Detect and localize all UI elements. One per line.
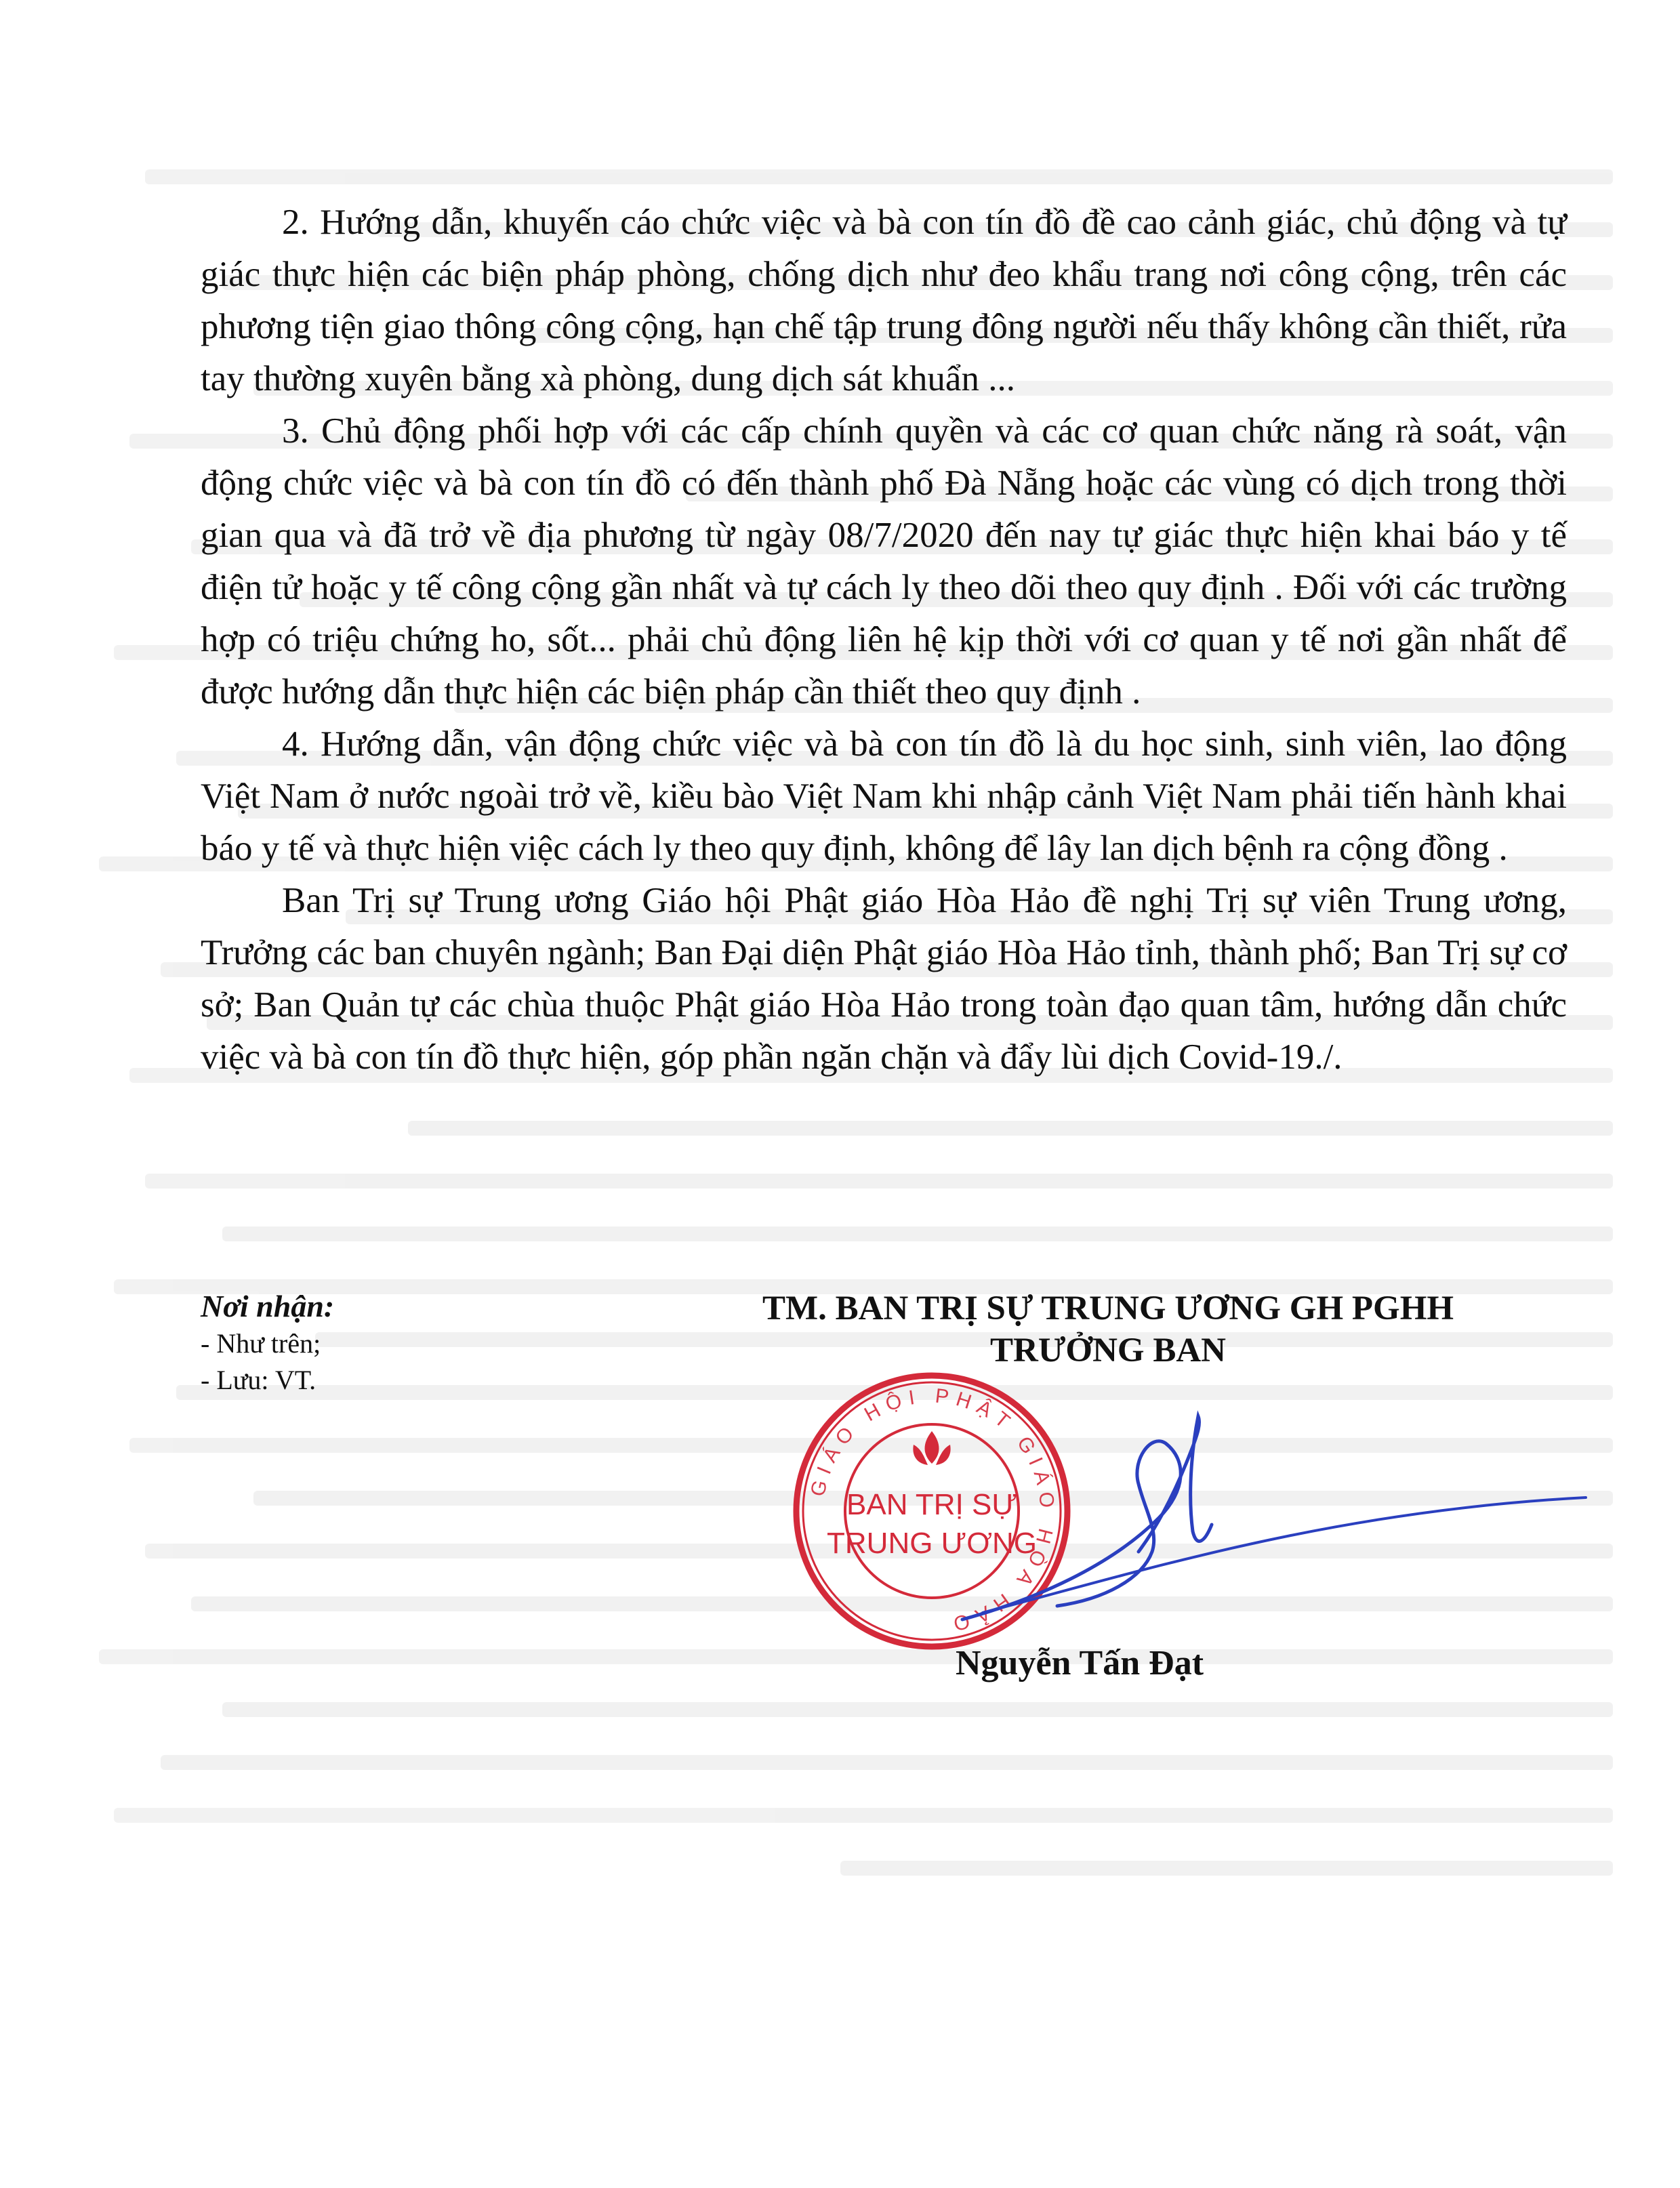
recipient-item: - Như trên; [201,1328,321,1359]
seal-center-text-2: TRUNG ƯƠNG [827,1527,1037,1560]
signing-organization: TM. BAN TRỊ SỰ TRUNG ƯƠNG GH PGHH [762,1289,1454,1327]
paragraph-3: 3. Chủ động phối hợp với các cấp chính quyền và các cơ quan chức năng rà soát, vận động chức việc và bà con tín đồ có đến thành phố Đà Nẵng hoặc các vùng có dịch trong thời gian qua và đã trở về địa phương từ ngày 08/7/2020 đến nay tự giác thực hiện khai báo y tế điện tử hoặc y tế công cộng gần nhất và tự cách ly theo dõi theo quy định . Đối với các trường hợp có triệu chứng ho, sốt... phải chủ động liên hệ kịp thời với cơ quan y tế nơi gần nhất để được hướng dẫn thực hiện các biện pháp cần thiết theo quy định . [201,411,1567,711]
signer-position: TRƯỞNG BAN [989,1332,1227,1369]
recipient-item: - Lưu: VT. [201,1365,316,1395]
document-body [201,197,1567,1083]
handwritten-signature [935,1396,1613,1653]
signer-name: Nguyễn Tấn Đạt [956,1644,1204,1683]
recipients-label: Nơi nhận: [201,1289,335,1323]
seal-center-text-1: BAN TRỊ SỰ [846,1488,1017,1521]
closing-paragraph: Ban Trị sự Trung ương Giáo hội Phật giáo Hòa Hảo đề nghị Trị sự viên Trung ương, Trưởng các ban chuyên ngành; Ban Đại diện Phật giáo Hòa Hảo tỉnh, thành phố; Ban Trị sự cơ sở; Ban Quản tự các chùa thuộc Phật giáo Hòa Hảo trong toàn đạo quan tâm, hướng dẫn chức việc và bà con tín đồ thực hiện, góp phần ngăn chặn và đẩy lùi dịch Covid-19./. [201,881,1567,1077]
recipients-block [201,1287,539,1399]
paragraph-2: 2. Hướng dẫn, khuyến cáo chức việc và bà con tín đồ đề cao cảnh giác, chủ động và tự giác thực hiện các biện pháp phòng, chống dịch như đeo khẩu trang nơi công cộng, trên các phương tiện giao thông công cộng, hạn chế tập trung đông người nếu thấy không cần thiết, rửa tay thường xuyên bằng xà phòng, dung dịch sát khuẩn ... [201,203,1567,398]
seal-ring-text: GIÁO HỘI PHẬT GIÁO HÒA HẢO [806,1384,1059,1636]
signature-block [691,1287,1525,1371]
paragraph-4: 4. Hướng dẫn, vận động chức việc và bà con tín đồ là du học sinh, sinh viên, lao động Việt Nam ở nước ngoài trở về, kiều bào Việt Nam khi nhập cảnh Việt Nam phải tiến hành khai báo y tế và thực hiện việc cách ly theo quy định, không để lây lan dịch bệnh ra cộng đồng . [201,724,1567,868]
